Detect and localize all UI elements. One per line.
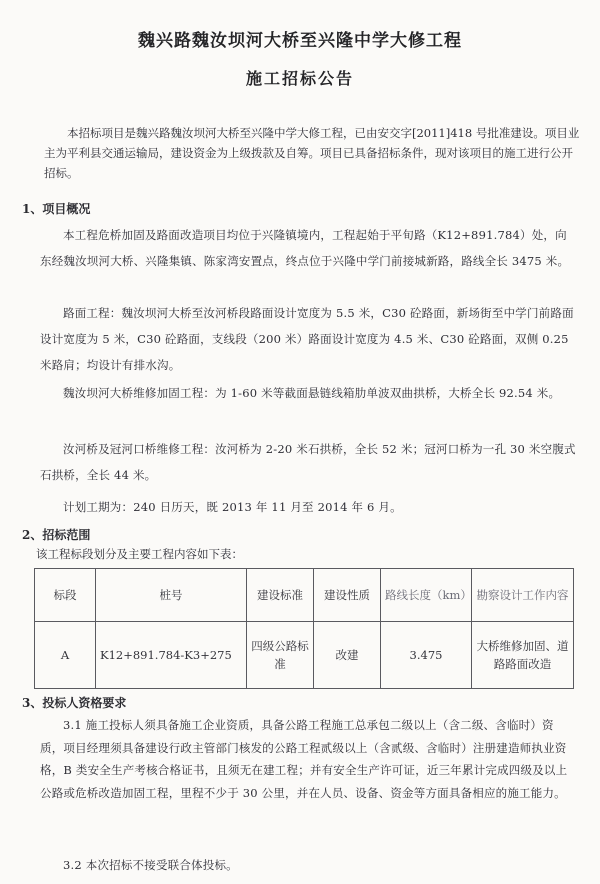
table-cell: 3.475 <box>381 622 472 689</box>
table-cell: A <box>35 622 96 689</box>
document-subtitle: 施工招标公告 <box>245 69 354 88</box>
section-3-heading: 3、投标人资格要求 <box>22 696 127 710</box>
table-row <box>35 622 574 689</box>
section-1-paragraph-4: 汝河桥及冠河口桥维修工程：汝河桥为 2-20 米石拱桥，全长 52 米；冠河口桥为一孔 30 米空腹式石拱桥，全长 44 米。 <box>40 442 576 482</box>
document-title: 魏兴路魏汝坝河大桥至兴隆中学大修工程 <box>138 31 462 51</box>
section-2-heading: 2、招标范围 <box>22 528 91 542</box>
section-3-paragraph-2: 3.2 本次招标不接受联合体投标。 <box>63 858 238 872</box>
section-1-paragraph-2: 路面工程：魏汝坝河大桥至汝河桥段路面设计宽度为 5.5 米，C30 砼路面，新场街至中学门前路面设计宽度为 5 米，C30 砼路面，支线段（200 米）路面设计宽度为 4.5 米、C30 砼路面，双侧 0.25 米路肩；均设计有排水沟。 <box>40 306 574 372</box>
section-1-heading: 1、项目概况 <box>22 202 91 216</box>
header-cell: 标段 <box>35 569 96 622</box>
header-cell: 建设标准 <box>247 569 314 622</box>
header-cell: 建设性质 <box>314 569 381 622</box>
section-1-paragraph-1: 本工程危桥加固及路面改造项目均位于兴隆镇境内，工程起始于平旬路（K12+891.784）处，向东经魏汝坝河大桥、兴隆集镇、陈家湾安置点，终点位于兴隆中学门前接城新路，路线全长 3475 米。 <box>40 228 570 268</box>
header-cell: 勘察设计工作内容 <box>472 569 574 622</box>
table-intro: 该工程标段划分及主要工程内容如下表： <box>36 547 243 561</box>
table-cell: K12+891.784-K3+275 <box>96 622 247 689</box>
header-cell: 桩号 <box>96 569 247 622</box>
tender-lots-table <box>34 568 574 689</box>
intro-paragraph: 本招标项目是魏兴路魏汝坝河大桥至兴隆中学大修工程，已由安交字[2011]418 号批准建设。项目业主为平利县交通运输局，建设资金为上级拨款及自筹。项目已具备招标条件，现对该项目的施工进行公开招标。 <box>44 126 580 180</box>
header-cell: 路线长度（km） <box>381 569 472 622</box>
table-header-row <box>35 569 574 622</box>
section-3-paragraph-1: 3.1 施工投标人须具备施工企业资质，具备公路工程施工总承包二级以上（含二级、含临时）资质，项目经理须具备建设行政主管部门核发的公路工程贰级以上（含贰级、含临时）注册建造师执业资格，B 类安全生产考核合格证书，且须无在建工程；并有安全生产许可证，近三年累计完成四级及以上公路或危桥改造加固工程，里程不少于 30 公里，并在人员、设备、资金等方面具备相应的施工能力。 <box>40 718 568 800</box>
section-1-paragraph-3: 魏汝坝河大桥维修加固工程：为 1-60 米等截面悬链线箱肋单波双曲拱桥，大桥全长 92.54 米。 <box>63 386 561 400</box>
table-cell: 大桥维修加固、道路路面改造 <box>472 622 574 689</box>
table-cell: 改建 <box>314 622 381 689</box>
section-1-paragraph-5: 计划工期为：240 日历天，既 2013 年 11 月至 2014 年 6 月。 <box>63 500 402 514</box>
table-cell: 四级公路标准 <box>247 622 314 689</box>
